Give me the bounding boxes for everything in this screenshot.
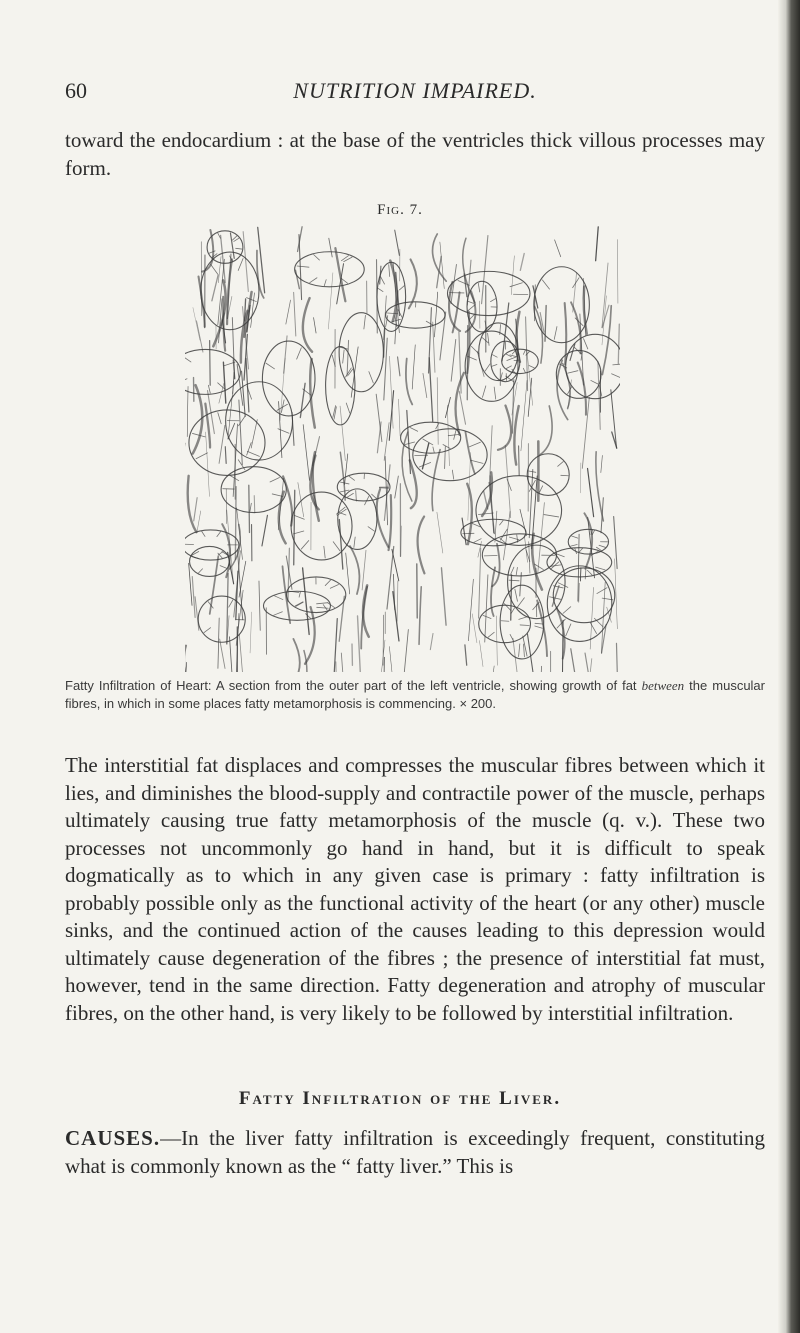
causes-text: —In the liver fatty infiltration is exceedingly frequent, constituting what is commonly known as the “ fatty liver.” This is [65, 1126, 765, 1178]
paragraph-continued: toward the endocardium : at the base of the ventricles thick villous processes may form. [65, 128, 765, 180]
caption-part-1: Fatty Infiltration of Heart: A section from the outer part of the left ventricle, showing growth of fat [65, 678, 642, 693]
caption-italic-word: between [641, 678, 685, 693]
running-head: NUTRITION IMPAIRED. [293, 78, 537, 103]
page-header [65, 78, 765, 108]
causes-lead: CAUSES. [65, 1126, 161, 1150]
figure-label: Fig. 7. [377, 202, 423, 218]
paragraph-causes [65, 1125, 765, 1180]
histology-engraving [185, 226, 620, 672]
figure-caption [65, 677, 765, 712]
figure-illustration-heart-section [185, 226, 620, 672]
page-edge-shadow [778, 0, 800, 1333]
caption-part-2: the muscular fibres, in which in some places fatty metamorphosis is commencing. × 200. [65, 678, 765, 711]
paragraph-main: The interstitial fat displaces and compresses the muscular fibres between which it lies, and diminishes the blood-supply and contractile power of the muscle, perhaps ultimately causing true fatty metamorphosis of the muscle (q. v.). These two processes not uncommonly go hand in hand, but it is difficult to speak dogmatically as to which in any given case is primary : fatty infiltration is probably possible only as the functional activity of the heart (or any other) muscle sinks, and the continued action of the causes leading to this depression would ultimately cause degeneration of the fibres ; the presence of interstitial fat must, however, tend in the same direction. Fatty degeneration and atrophy of muscular fibres, on the other hand, is very likely to be followed by interstitial infiltration. [65, 753, 765, 1025]
page-number: 60 [65, 78, 87, 103]
section-heading: Fatty Infiltration of the Liver. [238, 1088, 562, 1109]
